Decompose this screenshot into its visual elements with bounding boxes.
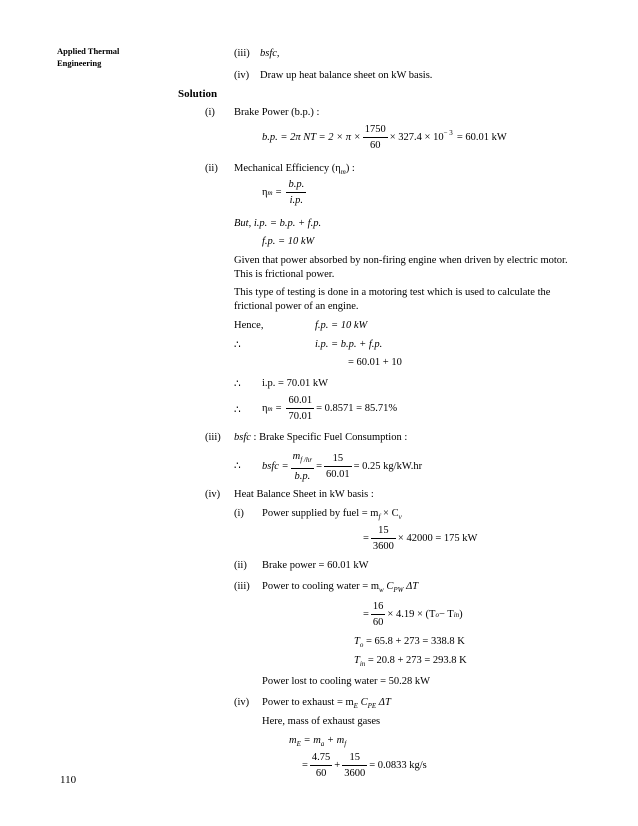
bsfc-fraction-2: $\frac{15}{60.01}$ xyxy=(326,453,350,481)
s1-title: Brake Power (b.p.) : xyxy=(234,107,320,118)
to-line: $T_o = 65.8 + 273 = 338.8$ K xyxy=(354,636,465,650)
item-iv-text: Draw up heat balance sheet on kW basis. xyxy=(260,70,433,81)
fp-line: f.p. = 10 kW xyxy=(262,236,315,247)
page-number: 110 xyxy=(60,774,77,786)
s4-label: (iv) xyxy=(205,489,221,500)
hb-i-text: Power supplied by fuel = $m_f \times C_v$ xyxy=(262,508,402,522)
hb-ii-label: (ii) xyxy=(234,560,247,571)
therefore-symbol-4: ∴ xyxy=(234,461,241,472)
bp-fraction: $\frac{1750}{60}$ xyxy=(364,124,386,151)
item-iii-text: bsfc, xyxy=(260,48,280,59)
bp-over-ip-fraction: $\frac{b.p.}{i.p.}$ xyxy=(288,179,305,206)
item-iv-label: (iv) xyxy=(234,70,250,81)
bsfc-fraction-1: $\frac{m_{f /hr}}{b.p.}$ xyxy=(292,451,313,483)
exhaust-mass-intro: Here, mass of exhaust gases xyxy=(262,716,381,727)
but-line: But, i.p. = b.p. + f.p. xyxy=(234,218,322,229)
running-header-line2: Engineering xyxy=(57,58,102,68)
fuel-power-equation: = $\frac{15}{3600}$ × 42000 = 175 kW xyxy=(363,525,478,552)
hb-iv-label: (iv) xyxy=(234,697,250,708)
fuel-fraction: $\frac{15}{3600}$ xyxy=(372,525,394,552)
exhaust-fraction-1: $\frac{4.75}{60}$ xyxy=(311,752,331,779)
brake-power-equation xyxy=(262,123,507,152)
hb-iv-text: Power to exhaust = $m_E$ $C_{PE}$ ΔT xyxy=(262,697,391,711)
hb-iii-text: Power to cooling water = $m_w$ $C_{PW}$ ΔT xyxy=(262,581,419,595)
ip-result: i.p. = 70.01 kW xyxy=(262,378,328,389)
hb-i-label: (i) xyxy=(234,508,244,519)
bp-rest: × 327.4 × 10 xyxy=(389,132,444,143)
s4-title: Heat Balance Sheet in kW basis : xyxy=(234,489,374,500)
therefore-symbol-2: ∴ xyxy=(234,379,241,390)
hb-ii-text: Brake power = 60.01 kW xyxy=(262,560,369,571)
solution-heading: Solution xyxy=(178,88,218,100)
ti-line: $T_{in} = 20.8 + 273 = 293.8$ K xyxy=(354,655,467,669)
eta-definition: η m = $\frac{b.p.}{i.p.}$ xyxy=(262,179,305,206)
bp-lhs: b.p. = 2π NT = 2 × π × xyxy=(262,132,361,143)
running-header-line1: Applied Thermal xyxy=(57,46,120,56)
therefore-symbol-1: ∴ xyxy=(234,340,241,351)
eta-result-equation: η m = $\frac{60.01}{70.01}$ = 0.8571 = 85.71% xyxy=(262,395,398,422)
ip-equation: i.p. = b.p. + f.p. xyxy=(315,339,383,350)
eta-fraction: $\frac{60.01}{70.01}$ xyxy=(288,395,313,422)
cooling-water-lost: Power lost to cooling water = 50.28 kW xyxy=(262,676,431,687)
cooling-fraction: $\frac{16}{60}$ xyxy=(372,601,384,628)
item-iii-label: (iii) xyxy=(234,48,250,59)
bp-exponent: − 3 xyxy=(443,128,453,137)
therefore-symbol-3: ∴ xyxy=(234,405,241,416)
hence-label: Hence, xyxy=(234,320,264,331)
me-line: $m_E = m_a + m_f$ xyxy=(289,735,347,749)
bp-result: = 60.01 kW xyxy=(456,132,507,143)
paragraph-frictional-power: Given that power absorbed by non-firing engine when driven by electric motor. This is frictional power. xyxy=(234,255,568,280)
bsfc-equation: bsfc = $\frac{m_{f /hr}}{b.p.}$ = $\frac{15}{60.01}$ = 0.25 kg/kW.hr xyxy=(262,451,423,483)
paragraph-motoring-test: This type of testing is done in a motoring test which is used to calculate the frictional power of an engine. xyxy=(234,287,551,312)
exhaust-fraction-2: $\frac{15}{3600}$ xyxy=(344,752,366,779)
exhaust-mass-equation: = $\frac{4.75}{60}$ + $\frac{15}{3600}$ = 0.0833 kg/s xyxy=(302,752,427,779)
s1-label: (i) xyxy=(205,107,215,118)
hence-fp: f.p. = 10 kW xyxy=(315,320,368,331)
s2-label: (ii) xyxy=(205,163,218,174)
s3-label: (iii) xyxy=(205,432,221,443)
s3-title: bsfc : Brake Specific Fuel Consumption : xyxy=(234,432,408,443)
ip-sum: = 60.01 + 10 xyxy=(348,357,402,368)
hb-iii-label: (iii) xyxy=(234,581,250,592)
s2-title: Mechanical Efficiency $(\eta_m)$ : xyxy=(234,163,355,177)
cooling-water-equation: = $\frac{16}{60}$ × 4.19 × (T o − T in ) xyxy=(363,601,463,628)
